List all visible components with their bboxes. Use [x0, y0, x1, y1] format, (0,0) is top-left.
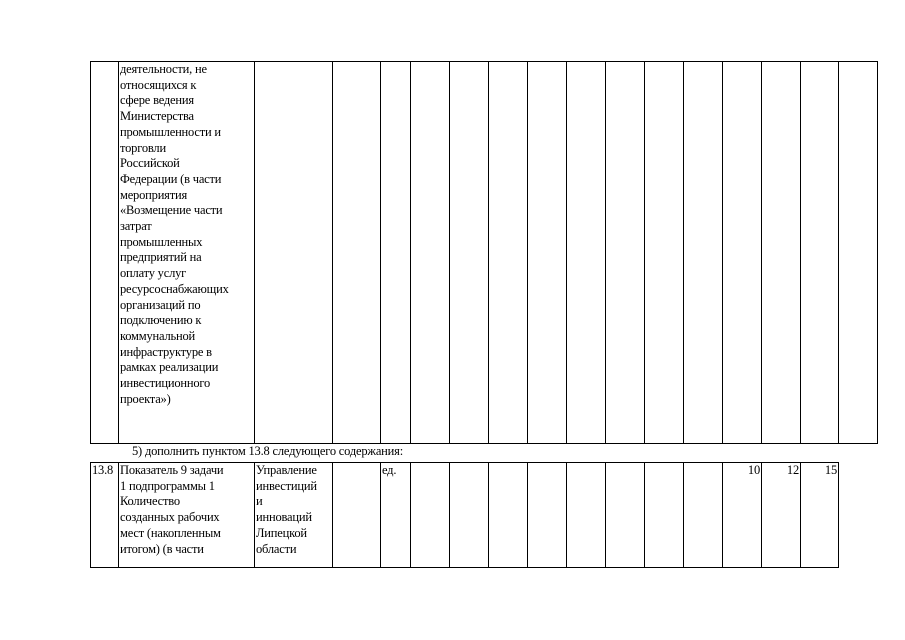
text-line: торговли: [120, 140, 166, 155]
value-cell: 10: [723, 463, 762, 568]
value-cell: [645, 62, 684, 444]
value-cell: [606, 62, 645, 444]
text-line: и: [256, 494, 263, 509]
text-line: организаций по: [120, 297, 201, 312]
unit-cell: [381, 62, 411, 444]
value-cell: [684, 463, 723, 568]
text-line: Федерации (в части: [120, 171, 222, 186]
value-cell: [567, 62, 606, 444]
value-cell: [723, 62, 762, 444]
responsible-cell: [255, 463, 333, 568]
text-line: 1 подпрограммы 1: [120, 478, 215, 493]
text-line: инвестиций: [256, 478, 317, 493]
row-number-cell: [91, 62, 119, 444]
value-cell: [528, 62, 567, 444]
value-cell: [411, 463, 450, 568]
text-line: области: [256, 541, 297, 556]
text-line: инвестиционного: [120, 376, 211, 391]
text-line: Липецкой: [256, 525, 307, 540]
text-line: оплату услуг: [120, 266, 187, 281]
text-line: подключению к: [120, 313, 202, 328]
text-line: мест (накопленным: [120, 525, 221, 540]
indicator-table-13-8: [90, 462, 878, 568]
text-line: рамках реализации: [120, 360, 219, 375]
text-line: промышленности и: [120, 124, 221, 139]
text-line: Показатель 9 задачи: [120, 463, 224, 477]
row-number-cell: 13.8: [91, 463, 119, 568]
text-line: ресурсоснабжающих: [120, 281, 229, 296]
text-line: инноваций: [256, 510, 312, 525]
text-line: промышленных: [120, 234, 203, 249]
value-cell: [762, 62, 801, 444]
text-line: созданных рабочих: [120, 510, 220, 525]
value-cell: [450, 62, 489, 444]
text-line: проекта»): [120, 391, 171, 406]
text-line: коммунальной: [120, 328, 196, 343]
value-cell: [528, 463, 567, 568]
text-line: Российской: [120, 156, 180, 171]
text-line: деятельности, не: [120, 62, 207, 76]
indicator-name-cell: [119, 62, 255, 444]
value-cell: [567, 463, 606, 568]
value-cell: [411, 62, 450, 444]
text-line: предприятий на: [120, 250, 202, 265]
text-line: сфере ведения: [120, 93, 194, 108]
value-cell: [489, 463, 528, 568]
text-line: Управление: [256, 463, 317, 477]
value-cell: [839, 62, 878, 444]
indicator-name-cell: [119, 463, 255, 568]
text-line: затрат: [120, 219, 152, 234]
responsible-cell: [255, 62, 333, 444]
text-line: Министерства: [120, 109, 194, 124]
value-cell: 12: [762, 463, 801, 568]
value-cell: [606, 463, 645, 568]
text-line: Количество: [120, 494, 180, 509]
empty-cell: [333, 62, 381, 444]
text-line: мероприятия: [120, 187, 188, 202]
value-cell: [801, 62, 839, 444]
text-line: инфраструктуре в: [120, 344, 212, 359]
amendment-instruction: 5) дополнить пунктом 13.8 следующего содержания:: [132, 444, 403, 458]
table-row: [91, 463, 878, 568]
unit-cell: ед.: [381, 463, 411, 568]
text-line: «Возмещение части: [120, 203, 223, 218]
value-cell: [645, 463, 684, 568]
table-row: [91, 62, 878, 444]
text-line: относящихся к: [120, 77, 197, 92]
text-line: итогом) (в части: [120, 541, 204, 556]
empty-cell: [333, 463, 381, 568]
value-cell: [489, 62, 528, 444]
value-cell: 15: [801, 463, 839, 568]
value-cell: [684, 62, 723, 444]
indicator-table-continuation: [90, 61, 878, 444]
value-cell: [450, 463, 489, 568]
